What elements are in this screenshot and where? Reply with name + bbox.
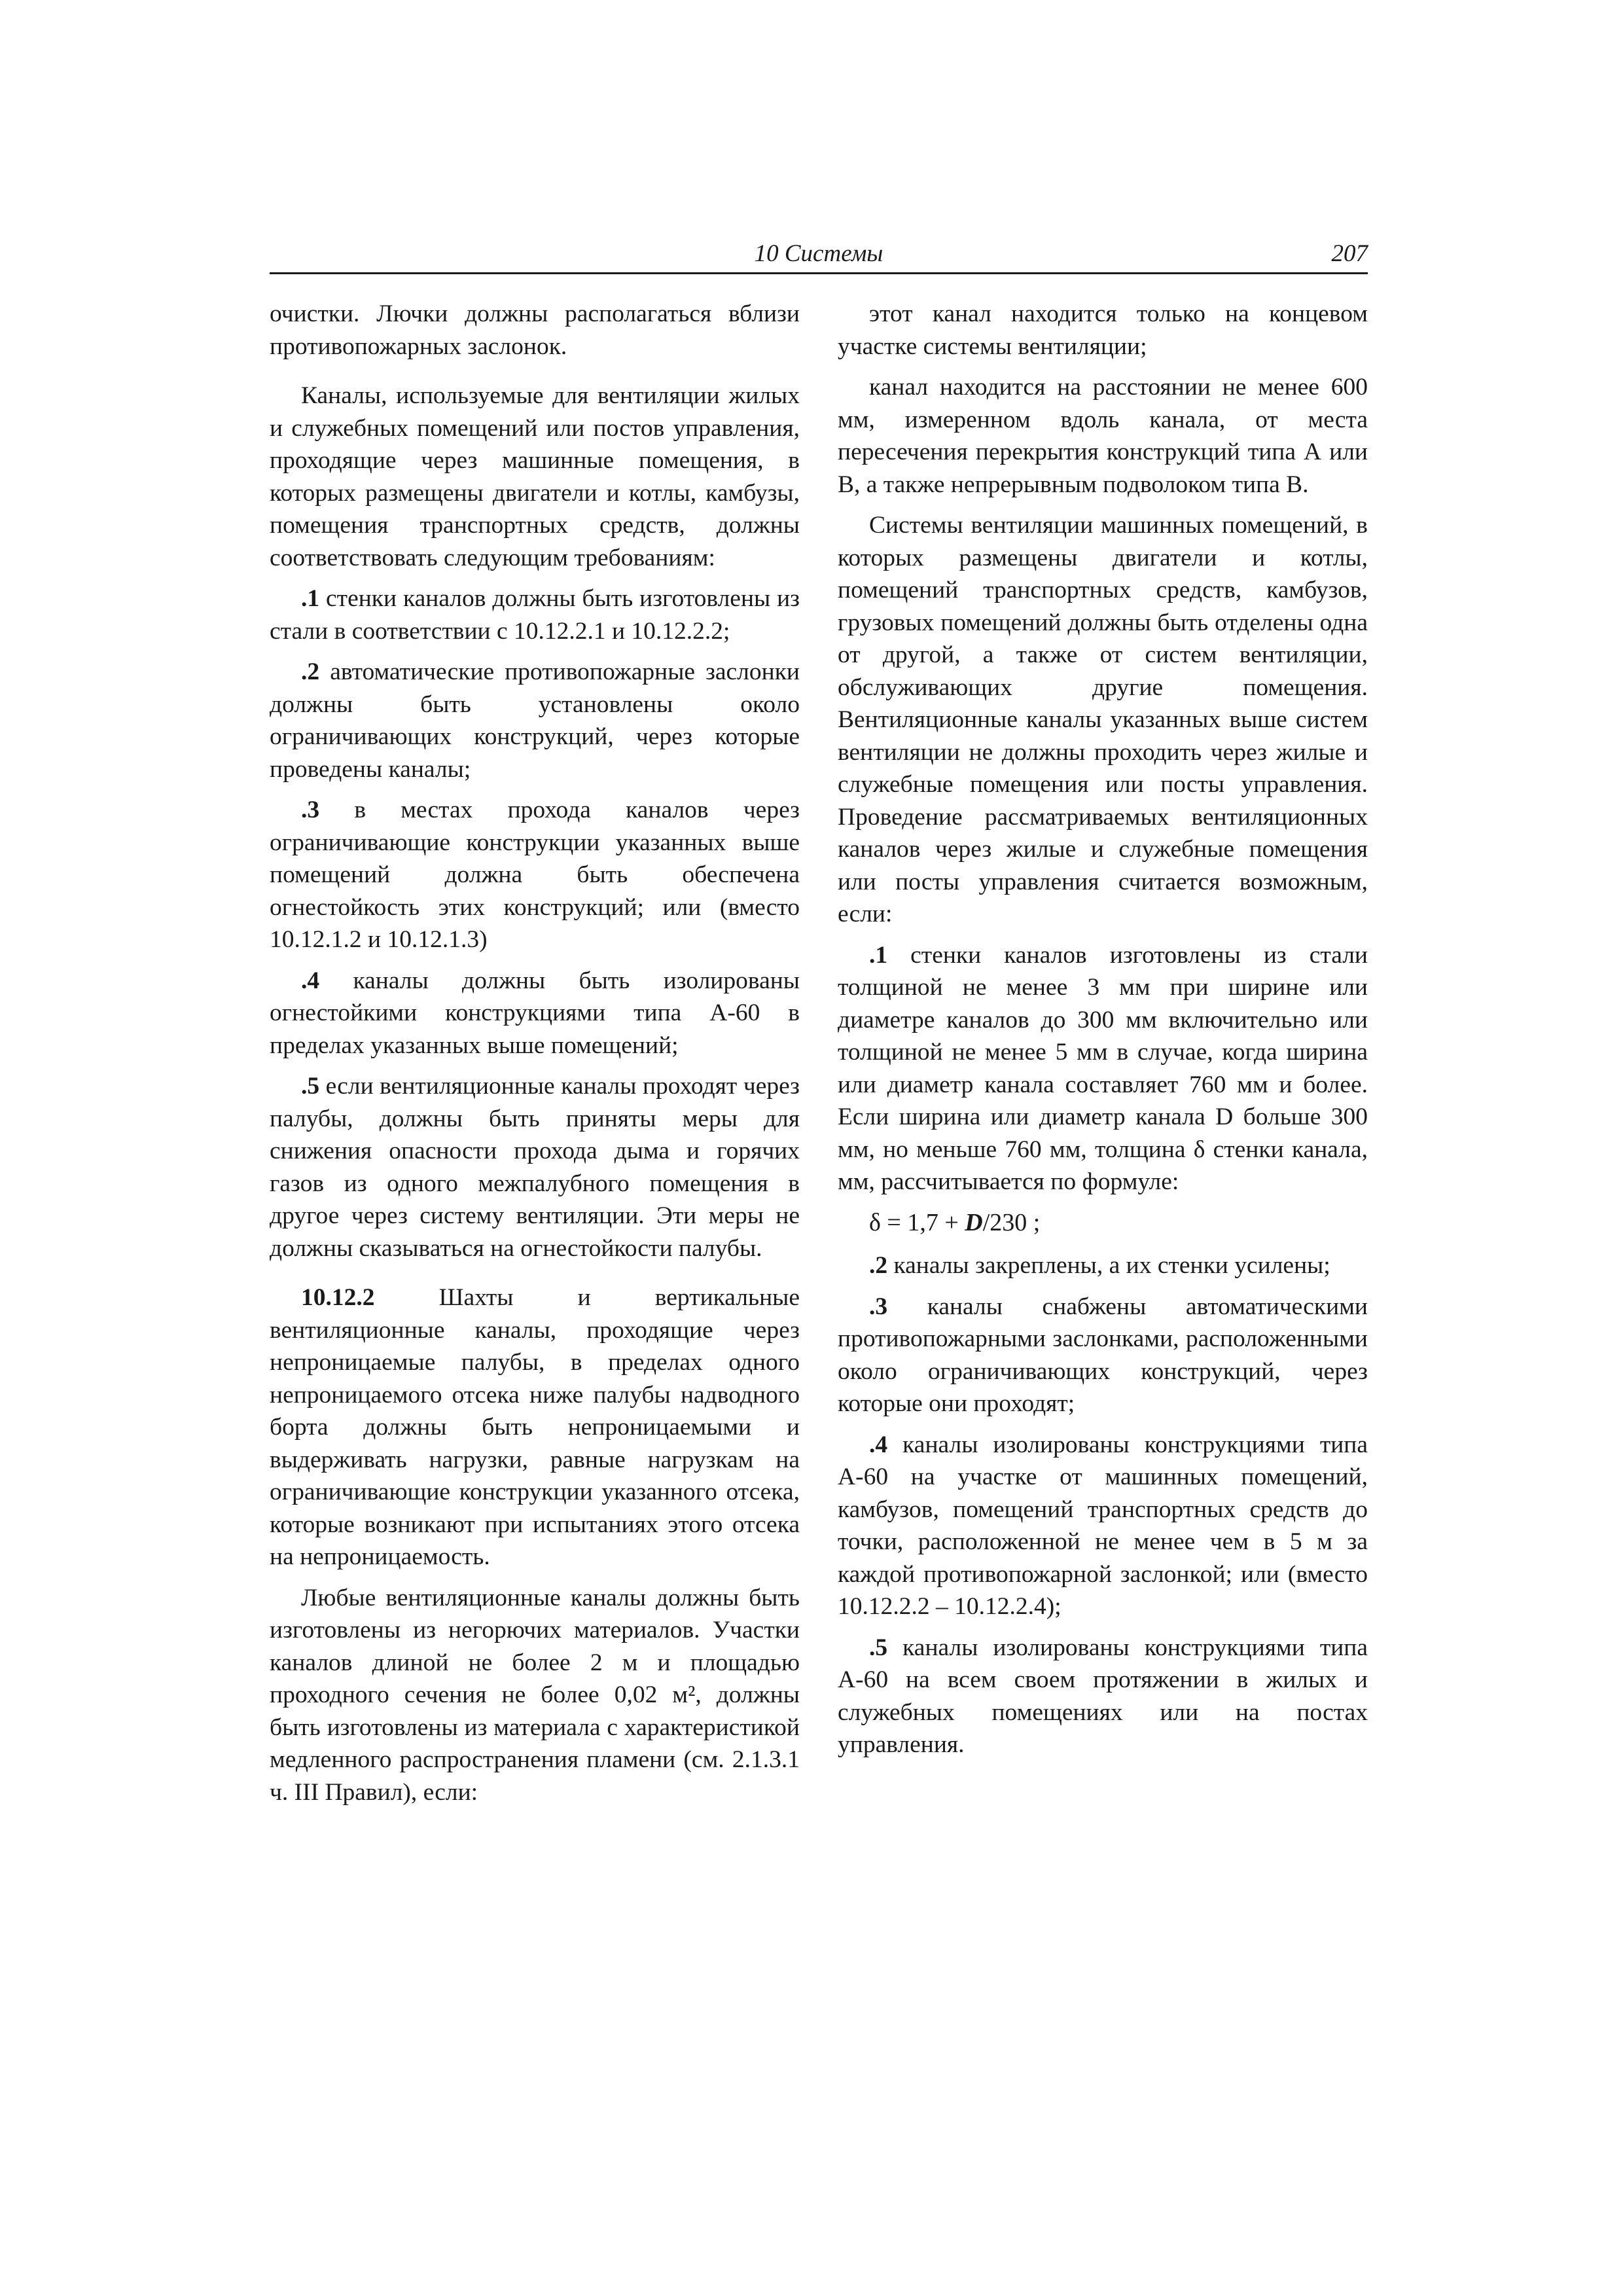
list-item: .5 если вентиляционные каналы проходят через палубы, должны быть приняты меры для снижения опасности прохода дыма и горячих газов из одного межпалубного помещения в другое через систему вентиляции. Эти меры не должны сказываться на огнестойкости палубы. — [270, 1073, 800, 1262]
list-item: .1 стенки каналов изготовлены из стали толщиной не менее 3 мм при ширине или диаметре каналов до 300 мм включительно или толщиной не менее 5 мм в случае, когда ширина или диаметр канала составляет 760 мм и более. Если ширина или диаметр канала D больше 300 мм, но меньше 760 мм, толщина δ стенки канала, мм, рассчитывается по формуле: — [838, 941, 1368, 1195]
formula: δ = 1,7 + D/230 ; — [869, 1208, 1041, 1236]
right-column — [838, 298, 1368, 1770]
list-item: .3 в местах прохода каналов через ограничивающие конструкции указанных выше помещений должна быть обеспечена огнестойкость этих конструкций; или (вместо 10.12.1.2 и 10.12.1.3) — [270, 797, 800, 953]
paragraph: этот канал находится только на концевом участке системы вентиляции; — [838, 300, 1368, 360]
section-title: 10 Системы — [754, 240, 883, 267]
running-header — [270, 241, 1368, 274]
page-number: 207 — [1331, 240, 1368, 267]
list-item: .4 каналы должны быть изолированы огнестойкими конструкциями типа А-60 в пределах указанных выше помещений; — [270, 967, 800, 1059]
list-item: .2 каналы закреплены, а их стенки усилены; — [869, 1252, 1330, 1279]
list-item: .1 стенки каналов должны быть изготовлены из стали в соответствии с 10.12.2.1 и 10.12.2.2; — [270, 585, 800, 645]
list-item: .5 каналы изолированы конструкциями типа А-60 на всем своем протяжении в жилых и служебных помещениях или на постах управления. — [838, 1634, 1368, 1758]
list-item: .3 каналы снабжены автоматическими противопожарными заслонками, расположенными около ограничивающих конструкций, через которые они проходят; — [838, 1293, 1368, 1417]
list-item: .2 автоматические противопожарные заслонки должны быть установлены около ограничивающих конструкций, через которые проведены каналы; — [270, 658, 800, 783]
clause-10-12-2: 10.12.2 Шахты и вертикальные вентиляционные каналы, проходящие через непроницаемые палубы, в пределах одного непроницаемого отсека ниже палубы надводного борта должны быть непроницаемыми и выдерживать нагрузки, равные нагрузкам на ограничивающие конструкции указанного отсека, которые возникают при испытаниях этого отсека на непроницаемость. — [270, 1284, 800, 1570]
paragraph: канал находится на расстоянии не менее 600 мм, измеренном вдоль канала, от места пересечения перекрытия конструкций типа А или В, а также непрерывным подволоком типа В. — [838, 374, 1368, 498]
paragraph: Системы вентиляции машинных помещений, в которых размещены двигатели и котлы, помещений транспортных средств, камбузов, грузовых помещений должны быть отделены одна от другой, а также от систем вентиляции, обслуживающих другие помещения. Вентиляционные каналы указанных выше систем вентиляции не должны проходить через жилые и служебные помещения или посты управления. Проведение рассматриваемых вентиляционных каналов через жилые и служебные помещения или посты управления считается возможным, если: — [838, 512, 1368, 927]
paragraph: Любые вентиляционные каналы должны быть изготовлены из негорючих материалов. Участки каналов длиной не более 2 м и площадью проходного сечения не более 0,02 м², должны быть изготовлены из материала с характеристикой медленного распространения пламени (см. 2.1.3.1 ч. III Правил), если: — [270, 1584, 800, 1806]
paragraph: Каналы, используемые для вентиляции жилых и служебных помещений или постов управления, проходящие через машинные помещения, в которых размещены двигатели и котлы, камбузы, помещения транспортных средств, должны соответствовать следующим требованиям: — [270, 382, 800, 571]
left-column — [270, 298, 800, 1817]
list-item: .4 каналы изолированы конструкциями типа А-60 на участке от машинных помещений, камбузов, помещений транспортных средств до точки, расположенной не менее чем в 5 м за каждой противопожарной заслонкой; или (вместо 10.12.2.2 – 10.12.2.4); — [838, 1431, 1368, 1620]
paragraph: очистки. Лючки должны располагаться вблизи противопожарных заслонок. — [270, 300, 800, 360]
